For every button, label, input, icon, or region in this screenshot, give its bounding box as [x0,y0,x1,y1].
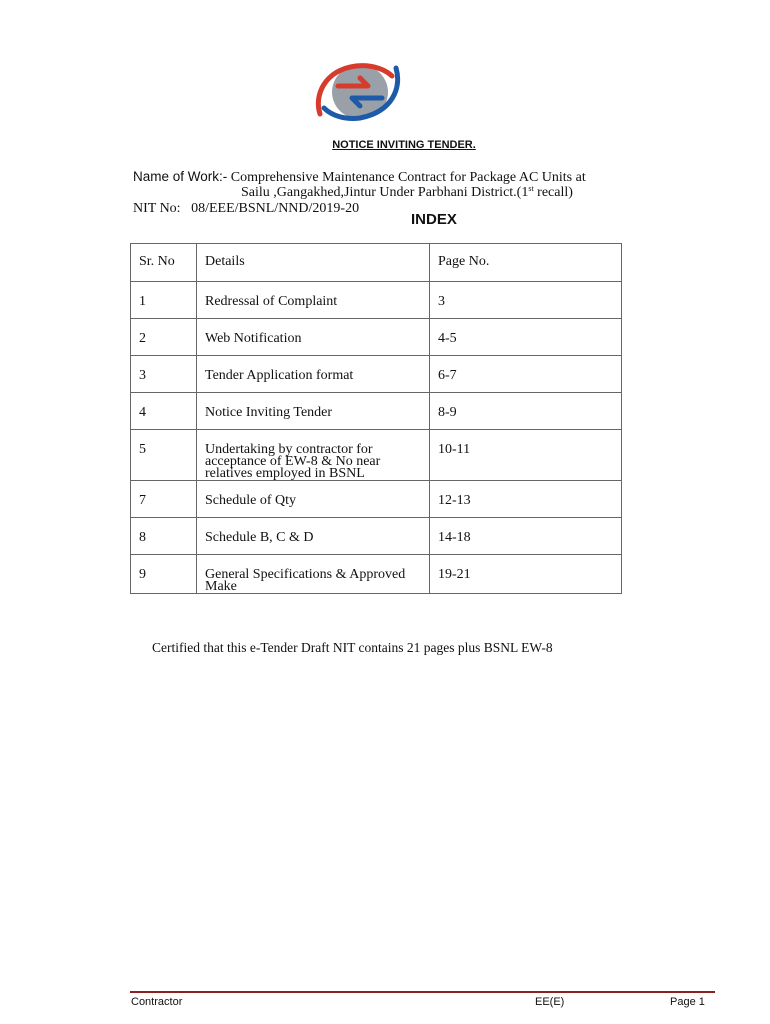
row-sr-no: 4 [131,393,197,430]
table-header-row [131,244,622,282]
name-of-work-text-2: Sailu ,Gangakhed,Jintur Under Parbhani District.(1 [241,185,529,200]
row-details: Redressal of Complaint [197,282,430,319]
name-of-work-line-1 [133,169,586,186]
row-details: Schedule of Qty [197,481,430,518]
row-page-no: 3 [430,282,622,319]
row-details: Tender Application format [197,356,430,393]
certification-text: Certified that this e-Tender Draft NIT contains 21 pages plus BSNL EW-8 [152,640,553,655]
header-page-no: Page No. [430,244,622,282]
row-page-no: 8-9 [430,393,622,430]
footer-contractor: Contractor [131,996,183,1008]
table-row [131,319,622,356]
row-details: Notice Inviting Tender [197,393,430,430]
row-page-no: 12-13 [430,481,622,518]
row-sr-no: 8 [131,518,197,555]
name-of-work-label: Name of Work:- [133,169,228,184]
row-sr-no: 5 [131,430,197,481]
nit-value: 08/EEE/BSNL/NND/2019-20 [191,201,360,216]
row-sr-no: 9 [131,555,197,594]
nit-label: NIT No: [133,201,181,216]
row-sr-no: 3 [131,356,197,393]
index-table [130,243,622,594]
row-details: Schedule B, C & D [197,518,430,555]
row-details: Undertaking by contractor for acceptance of EW-8 & No near relatives employed in BSNL [197,430,430,481]
name-of-work-line-2 [241,185,573,201]
row-page-no: 4-5 [430,319,622,356]
header-details: Details [197,244,430,282]
table-row [131,481,622,518]
footer-ee: EE(E) [535,996,565,1008]
row-page-no: 10-11 [430,430,622,481]
ordinal-suffix: st [528,184,534,193]
row-details: General Specifications & Approved Make [197,555,430,594]
header-sr-no: Sr. No [131,244,197,282]
table-row [131,555,622,594]
notice-title: NOTICE INVITING TENDER. [332,139,476,151]
table-row [131,356,622,393]
index-heading: INDEX [411,211,457,228]
table-row [131,430,622,481]
row-page-no: 6-7 [430,356,622,393]
row-sr-no: 2 [131,319,197,356]
table-row [131,518,622,555]
row-page-no: 19-21 [430,555,622,594]
footer-divider [130,991,715,993]
row-sr-no: 7 [131,481,197,518]
row-page-no: 14-18 [430,518,622,555]
table-row [131,393,622,430]
row-details: Web Notification [197,319,430,356]
table-row [131,282,622,319]
name-of-work-text: Comprehensive Maintenance Contract for Package AC Units at [227,170,586,185]
footer-page-number: Page 1 [670,996,705,1008]
nit-number-line [133,201,359,217]
name-of-work-text-3: recall) [533,185,573,200]
bsnl-logo-icon [312,56,404,128]
row-sr-no: 1 [131,282,197,319]
